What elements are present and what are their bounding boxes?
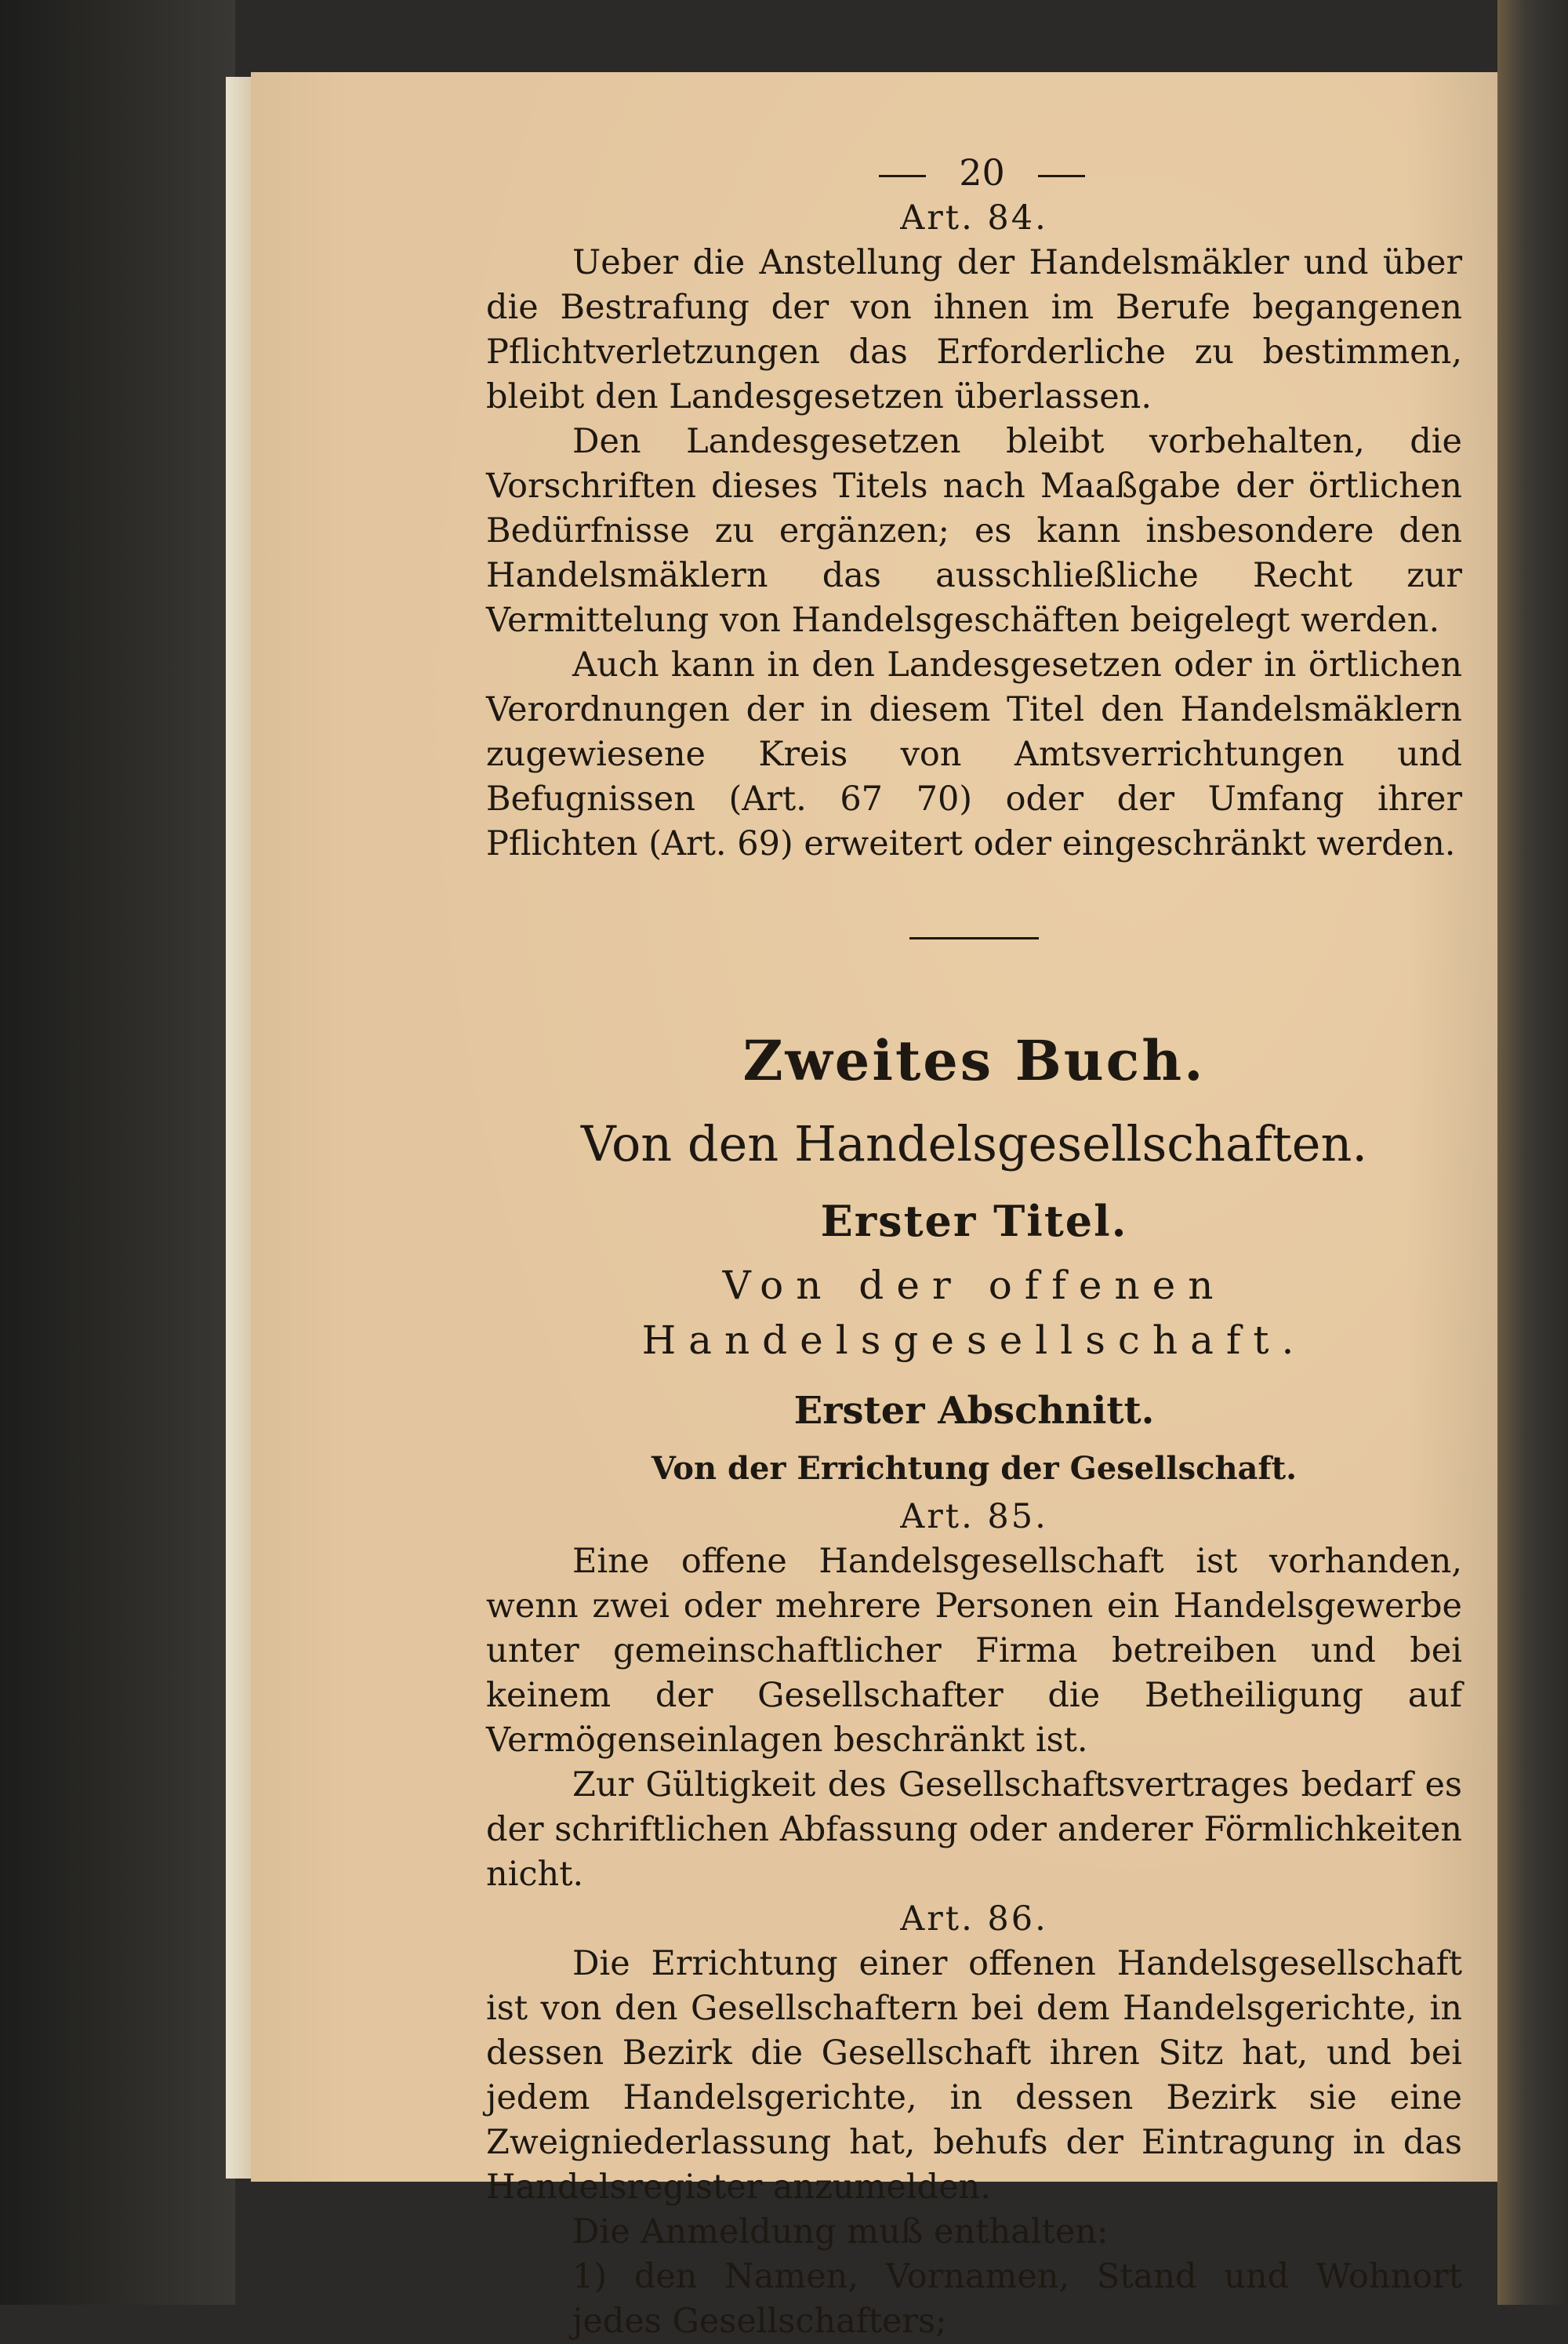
article-84-paragraph-3: Auch kann in den Landesgesetzen oder in örtlichen Verordnungen der in diesem Titel den Handelsmäklern zugewiesene Kreis von Amtsverrichtungen und Befugnissen (Art. 67 70) oder der Umfang ihrer Pflichten (Art. 69) erweitert oder eingeschränkt werden.: [486, 645, 1462, 863]
article-86-paragraph-2: Die Anmeldung muß enthalten:: [572, 2212, 1109, 2251]
article-85-heading: Art. 85.: [900, 1497, 1048, 1536]
book-binding-right: [1497, 0, 1568, 2305]
page-content: [486, 149, 1462, 2344]
section-divider: [909, 937, 1039, 939]
article-84-paragraph-1: Ueber die Anstellung der Handelsmäkler und über die Bestrafung der von ihnen im Berufe begangenen Pflichtverletzungen das Erforderliche zu bestimmen, bleibt den Landesgesetzen überlassen.: [486, 243, 1462, 416]
book-binding-left: [0, 0, 235, 2305]
article-86-list-item: 1) den Namen, Vornamen, Stand und Wohnort jedes Gesellschafters;: [572, 2257, 1462, 2341]
page-number: 20: [959, 151, 1005, 194]
header-dash-right: [1038, 175, 1085, 177]
article-86-heading: Art. 86.: [900, 1899, 1048, 1939]
section-heading: Erster Abschnitt.: [793, 1389, 1155, 1433]
page-header: [486, 149, 1462, 196]
title-subheading: Von der offenen Handelsgesellschaft.: [641, 1263, 1307, 1363]
book-heading: Zweites Buch.: [742, 1028, 1206, 1093]
article-86-paragraph-1: Die Errichtung einer offenen Handelsgesellschaft ist von den Gesellschaftern bei dem Handelsgerichte, in dessen Bezirk die Gesellschaft ihren Sitz hat, und bei jedem Handelsgerichte, in dessen Bezirk sie eine Zweigniederlassung hat, behufs der Eintragung in das Handelsregister anzumelden.: [486, 1944, 1462, 2207]
article-84-paragraph-2: Den Landesgesetzen bleibt vorbehalten, die Vorschriften dieses Titels nach Maaßgabe der örtlichen Bedürfnisse zu ergänzen; es kann insbesondere den Handelsmäklern das ausschließliche Recht zur Vermittelung von Handelsgeschäften beigelegt werden.: [486, 422, 1462, 640]
article-84-heading: Art. 84.: [900, 198, 1048, 238]
book-subheading: Von den Handelsgesellschaften.: [580, 1115, 1368, 1172]
section-subheading: Von der Errichtung der Gesellschaft.: [651, 1450, 1298, 1487]
article-85-paragraph-2: Zur Gültigkeit des Gesellschaftsvertrages bedarf es der schriftlichen Abfassung oder anderer Förmlichkeiten nicht.: [486, 1765, 1462, 1894]
header-dash-left: [879, 175, 926, 177]
article-86-list: [486, 2255, 1462, 2344]
article-85-paragraph-1: Eine offene Handelsgesellschaft ist vorhanden, wenn zwei oder mehrere Personen ein Handelsgewerbe unter gemeinschaftlicher Firma betreiben und bei keinem der Gesellschafter die Betheiligung auf Vermögenseinlagen beschränkt ist.: [486, 1542, 1462, 1760]
title-heading: Erster Titel.: [820, 1196, 1128, 1246]
